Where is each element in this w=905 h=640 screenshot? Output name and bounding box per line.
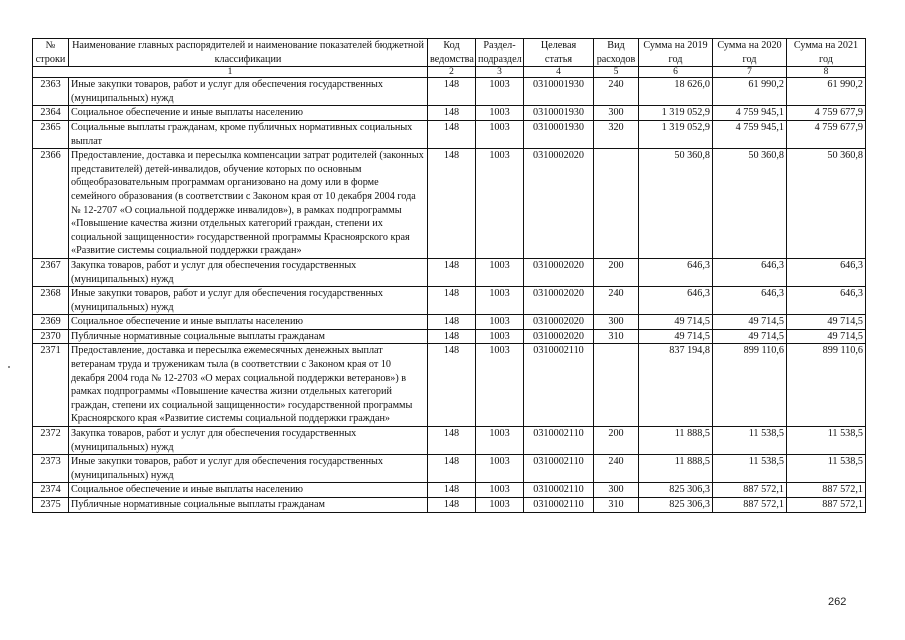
sum-2020-cell: 887 572,1 xyxy=(713,498,787,513)
expense-type-cell: 300 xyxy=(594,315,639,330)
section-cell: 1003 xyxy=(476,427,524,455)
expense-type-cell: 300 xyxy=(594,483,639,498)
row-name-cell: Публичные нормативные социальные выплаты гражданам xyxy=(69,329,428,344)
section-cell: 1003 xyxy=(476,344,524,427)
expense-type-cell: 310 xyxy=(594,329,639,344)
dept-code-cell: 148 xyxy=(428,455,476,483)
expense-type-cell xyxy=(594,149,639,259)
sum-2019-cell: 50 360,8 xyxy=(639,149,713,259)
row-number-cell: 2366 xyxy=(33,149,69,259)
sum-2020-cell: 49 714,5 xyxy=(713,315,787,330)
page-number: 262 xyxy=(828,596,847,608)
section-cell: 1003 xyxy=(476,315,524,330)
sum-2020-cell: 887 572,1 xyxy=(713,483,787,498)
table-row xyxy=(33,149,866,259)
sum-2021-cell: 49 714,5 xyxy=(787,329,866,344)
column-number: 7 xyxy=(713,67,787,78)
sum-2019-cell: 646,3 xyxy=(639,258,713,286)
sum-2021-cell: 49 714,5 xyxy=(787,315,866,330)
column-number: 6 xyxy=(639,67,713,78)
dept-code-cell: 148 xyxy=(428,315,476,330)
header-sum-2019: Сумма на 2019 год xyxy=(639,39,713,67)
column-number: 5 xyxy=(594,67,639,78)
row-number-cell: 2371 xyxy=(33,344,69,427)
section-cell: 1003 xyxy=(476,287,524,315)
expense-type-cell xyxy=(594,344,639,427)
section-cell: 1003 xyxy=(476,498,524,513)
row-name-cell: Социальное обеспечение и иные выплаты населению xyxy=(69,106,428,121)
sum-2021-cell: 887 572,1 xyxy=(787,498,866,513)
section-cell: 1003 xyxy=(476,329,524,344)
section-cell: 1003 xyxy=(476,106,524,121)
section-cell: 1003 xyxy=(476,483,524,498)
budget-table xyxy=(32,38,866,513)
row-name-cell: Публичные нормативные социальные выплаты гражданам xyxy=(69,498,428,513)
sum-2019-cell: 11 888,5 xyxy=(639,427,713,455)
table-row xyxy=(33,106,866,121)
sum-2020-cell: 61 990,2 xyxy=(713,78,787,106)
row-name-cell: Социальные выплаты гражданам, кроме публичных нормативных социальных выплат xyxy=(69,120,428,148)
target-item-cell: 0310001930 xyxy=(524,120,594,148)
dept-code-cell: 148 xyxy=(428,483,476,498)
table-row xyxy=(33,120,866,148)
sum-2021-cell: 887 572,1 xyxy=(787,483,866,498)
target-item-cell: 0310001930 xyxy=(524,106,594,121)
dept-code-cell: 148 xyxy=(428,149,476,259)
sum-2019-cell: 825 306,3 xyxy=(639,483,713,498)
sum-2020-cell: 49 714,5 xyxy=(713,329,787,344)
table-body xyxy=(33,78,866,512)
table-row xyxy=(33,287,866,315)
sum-2020-cell: 899 110,6 xyxy=(713,344,787,427)
row-number-cell: 2364 xyxy=(33,106,69,121)
row-number-cell: 2363 xyxy=(33,78,69,106)
row-name-cell: Социальное обеспечение и иные выплаты населению xyxy=(69,315,428,330)
section-cell: 1003 xyxy=(476,455,524,483)
scan-speck xyxy=(8,366,10,368)
header-name: Наименование главных распорядителей и наименование показателей бюджетной классификации xyxy=(69,39,428,67)
dept-code-cell: 148 xyxy=(428,106,476,121)
column-number: 1 xyxy=(33,67,428,78)
sum-2019-cell: 1 319 052,9 xyxy=(639,120,713,148)
table-row xyxy=(33,483,866,498)
section-cell: 1003 xyxy=(476,149,524,259)
row-name-cell: Иные закупки товаров, работ и услуг для обеспечения государственных (муниципальных) нужд xyxy=(69,287,428,315)
header-sum-2021: Сумма на 2021 год xyxy=(787,39,866,67)
sum-2021-cell: 50 360,8 xyxy=(787,149,866,259)
sum-2019-cell: 1 319 052,9 xyxy=(639,106,713,121)
expense-type-cell: 200 xyxy=(594,427,639,455)
section-cell: 1003 xyxy=(476,120,524,148)
sum-2021-cell: 899 110,6 xyxy=(787,344,866,427)
dept-code-cell: 148 xyxy=(428,120,476,148)
table-row xyxy=(33,344,866,427)
target-item-cell: 0310002110 xyxy=(524,455,594,483)
target-item-cell: 0310001930 xyxy=(524,78,594,106)
row-number-cell: 2367 xyxy=(33,258,69,286)
row-number-cell: 2365 xyxy=(33,120,69,148)
sum-2020-cell: 4 759 945,1 xyxy=(713,120,787,148)
header-row-no: № строки xyxy=(33,39,69,67)
target-item-cell: 0310002110 xyxy=(524,498,594,513)
row-name-cell: Иные закупки товаров, работ и услуг для обеспечения государственных (муниципальных) нужд xyxy=(69,455,428,483)
header-dept-code: Код ведомства xyxy=(428,39,476,67)
sum-2019-cell: 646,3 xyxy=(639,287,713,315)
row-number-cell: 2369 xyxy=(33,315,69,330)
target-item-cell: 0310002110 xyxy=(524,344,594,427)
sum-2020-cell: 50 360,8 xyxy=(713,149,787,259)
sum-2019-cell: 18 626,0 xyxy=(639,78,713,106)
expense-type-cell: 300 xyxy=(594,106,639,121)
header-sum-2020: Сумма на 2020 год xyxy=(713,39,787,67)
row-number-cell: 2375 xyxy=(33,498,69,513)
sum-2020-cell: 4 759 945,1 xyxy=(713,106,787,121)
target-item-cell: 0310002020 xyxy=(524,258,594,286)
dept-code-cell: 148 xyxy=(428,329,476,344)
table-row xyxy=(33,78,866,106)
column-number: 8 xyxy=(787,67,866,78)
dept-code-cell: 148 xyxy=(428,78,476,106)
sum-2020-cell: 646,3 xyxy=(713,258,787,286)
table-row xyxy=(33,498,866,513)
row-number-cell: 2374 xyxy=(33,483,69,498)
target-item-cell: 0310002020 xyxy=(524,149,594,259)
column-number: 3 xyxy=(476,67,524,78)
expense-type-cell: 310 xyxy=(594,498,639,513)
sum-2019-cell: 11 888,5 xyxy=(639,455,713,483)
column-number-row xyxy=(33,67,866,78)
row-number-cell: 2372 xyxy=(33,427,69,455)
target-item-cell: 0310002020 xyxy=(524,329,594,344)
table-row xyxy=(33,315,866,330)
target-item-cell: 0310002020 xyxy=(524,287,594,315)
column-number: 2 xyxy=(428,67,476,78)
row-name-cell: Предоставление, доставка и пересылка компенсации затрат родителей (законных представителей) детей-инвалидов, обучение которых по основным общеобразовательным программам организовано на дому или в форме семейного образования (в соответствии с Законом края от 10 декабря 2004 года № 12-2707 «О социальной поддержке инвалидов»), в рамках подпрограммы «Повышение качества жизни отдельных категорий граждан, степени их социальной защищенности» государственной программы Красноярского края «Развитие системы социальной поддержки граждан» xyxy=(69,149,428,259)
expense-type-cell: 240 xyxy=(594,78,639,106)
row-name-cell: Закупка товаров, работ и услуг для обеспечения государственных (муниципальных) нужд xyxy=(69,258,428,286)
sum-2021-cell: 4 759 677,9 xyxy=(787,106,866,121)
row-name-cell: Иные закупки товаров, работ и услуг для обеспечения государственных (муниципальных) нужд xyxy=(69,78,428,106)
sum-2021-cell: 646,3 xyxy=(787,287,866,315)
sum-2019-cell: 49 714,5 xyxy=(639,315,713,330)
header-expense-type: Вид расходов xyxy=(594,39,639,67)
row-number-cell: 2370 xyxy=(33,329,69,344)
sum-2021-cell: 11 538,5 xyxy=(787,427,866,455)
sum-2021-cell: 61 990,2 xyxy=(787,78,866,106)
expense-type-cell: 240 xyxy=(594,455,639,483)
dept-code-cell: 148 xyxy=(428,258,476,286)
row-name-cell: Предоставление, доставка и пересылка ежемесячных денежных выплат ветеранам труда и труженикам тыла (в соответствии с Законом края от 10 декабря 2004 года № 12-2703 «О мерах социальной поддержки ветеранов») в рамках подпрограммы «Повышение качества жизни отдельных категорий граждан, степени их социальной защищенности» государственной программы Красноярского края «Развитие системы социальной поддержки граждан» xyxy=(69,344,428,427)
table-row xyxy=(33,258,866,286)
header-target-item: Целевая статья xyxy=(524,39,594,67)
section-cell: 1003 xyxy=(476,258,524,286)
sum-2019-cell: 837 194,8 xyxy=(639,344,713,427)
section-cell: 1003 xyxy=(476,78,524,106)
sum-2019-cell: 49 714,5 xyxy=(639,329,713,344)
sum-2020-cell: 646,3 xyxy=(713,287,787,315)
sum-2019-cell: 825 306,3 xyxy=(639,498,713,513)
target-item-cell: 0310002020 xyxy=(524,315,594,330)
dept-code-cell: 148 xyxy=(428,427,476,455)
row-name-cell: Закупка товаров, работ и услуг для обеспечения государственных (муниципальных) нужд xyxy=(69,427,428,455)
expense-type-cell: 320 xyxy=(594,120,639,148)
target-item-cell: 0310002110 xyxy=(524,427,594,455)
column-number: 4 xyxy=(524,67,594,78)
expense-type-cell: 200 xyxy=(594,258,639,286)
row-name-cell: Социальное обеспечение и иные выплаты населению xyxy=(69,483,428,498)
sum-2021-cell: 11 538,5 xyxy=(787,455,866,483)
header-row xyxy=(33,39,866,67)
dept-code-cell: 148 xyxy=(428,344,476,427)
table-row xyxy=(33,427,866,455)
sum-2020-cell: 11 538,5 xyxy=(713,455,787,483)
target-item-cell: 0310002110 xyxy=(524,483,594,498)
dept-code-cell: 148 xyxy=(428,498,476,513)
row-number-cell: 2373 xyxy=(33,455,69,483)
sum-2021-cell: 646,3 xyxy=(787,258,866,286)
sum-2021-cell: 4 759 677,9 xyxy=(787,120,866,148)
expense-type-cell: 240 xyxy=(594,287,639,315)
row-number-cell: 2368 xyxy=(33,287,69,315)
header-section: Раздел-подраздел xyxy=(476,39,524,67)
dept-code-cell: 148 xyxy=(428,287,476,315)
table-row xyxy=(33,455,866,483)
table-row xyxy=(33,329,866,344)
sum-2020-cell: 11 538,5 xyxy=(713,427,787,455)
